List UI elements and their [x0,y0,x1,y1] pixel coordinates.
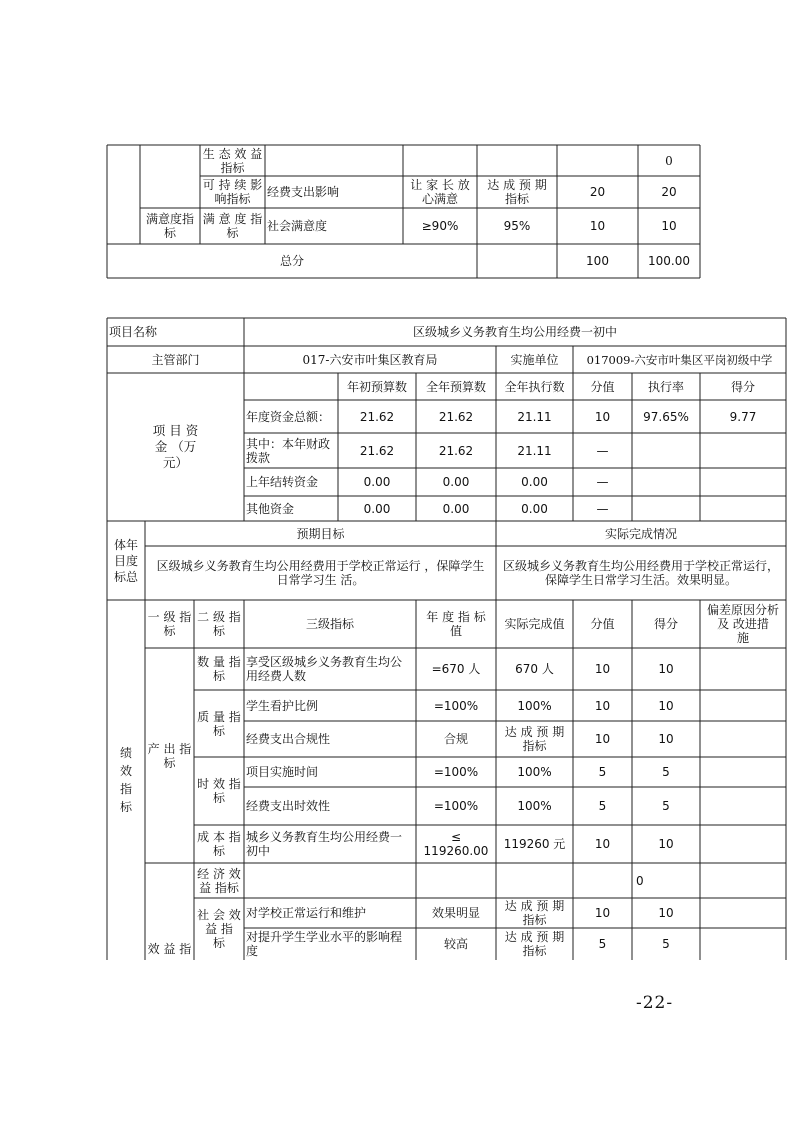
funds-row-total-label: 年度资金总额： [246,409,331,424]
indicator-social-level2: 社 会 效 益 指 标 [197,908,241,950]
indicator-spending-timeliness-target: =100% [433,799,479,813]
indicator-academic-impact-level3: 对提升学生学业水平的影响程 度 [246,930,403,958]
funds-row-carryover-score-value: — [596,475,609,489]
funds-row-carryover-annual: 0.00 [442,475,470,489]
dept-label: 主管部门 [151,352,200,367]
project-name-label: 项目名称 [109,325,158,339]
indicator-timeliness-level2: 时 效 指 标 [197,777,241,805]
funds-row-total-executed: 21.11 [517,409,552,424]
funds-header-initial: 年初预算数 [346,379,407,394]
actual-completion-header: 实际完成情况 [604,526,677,541]
funds-row-fiscal-initial: 21.62 [359,443,395,458]
indicator-cost-score-value: 10 [594,837,611,851]
project-name-value: 区级城乡义务教育生均公用经费一初中 [412,325,617,339]
indicator-header-level3: 三级指标 [305,617,354,631]
funds-row-total-annual: 21.62 [438,409,474,424]
funds-header-score: 得分 [730,379,755,394]
indicator-academic-impact-actual: 达 成 预 期 指标 [504,930,565,958]
top-row3-actual: 95% [503,219,531,233]
indicator-cost-actual: 119260 元 [503,837,566,851]
top-row2-target: 让 家 长 放 心满意 [410,178,470,206]
indicator-cost-level2: 成 本 指 标 [197,830,241,858]
indicator-implementation-time-score-value: 5 [598,765,607,779]
funds-header-annual: 全年预算数 [425,379,486,394]
top-row3-score: 10 [661,219,677,233]
top-row3-score-value: 10 [589,219,606,233]
top-row3-level3: 社会满意度 [267,219,328,233]
indicator-header-target: 年 度 指 标 值 [426,610,486,638]
funds-row-total-initial: 21.62 [359,409,395,424]
funds-row-other-executed: 0.00 [521,501,548,516]
indicator-quality-level2: 质 量 指 标 [197,709,241,738]
indicator-header-level2: 二 级 指 标 [197,610,241,638]
indicator-compliance-target: 合规 [443,732,468,746]
top-row2-actual: 达 成 预 期 指标 [487,178,547,206]
top-row3-level1: 满意度指 标 [145,212,194,240]
indicator-quantity-level2: 数 量 指 标 [197,655,241,683]
unit-value: 017009-六安市叶集区平岗初级中学 [586,352,773,367]
indicator-school-operation-actual: 达 成 预 期 指标 [504,899,565,927]
output-indicator-label: 产 出 指 标 [147,741,192,770]
top-row3-level2: 满 意 度 指 标 [202,212,263,240]
expected-goal-text: 区级城乡义务教育生均公用经费用于学校正常运行 ，保障学生日常学习生 活。 [156,559,485,587]
indicator-spending-timeliness-actual: 100% [517,799,552,813]
indicator-implementation-time-score: 5 [662,765,670,779]
funds-row-fiscal-annual: 21.62 [438,443,474,458]
indicator-economic-level2: 经 济 效 益 指标 [197,866,241,895]
indicator-school-operation-level3: 对学校正常运行和维护 [246,906,367,920]
indicator-school-operation-score-value: 10 [594,906,611,920]
total-label: 总分 [279,254,304,268]
funds-row-carryover-initial: 0.00 [363,475,391,489]
perf-side-label: 绩 效 指 标 [119,746,132,814]
funds-row-fiscal-executed: 21.11 [517,443,552,458]
top-row2-score: 20 [661,185,677,199]
indicator-spending-timeliness-level3: 经费支出时效性 [246,799,331,813]
indicator-care-ratio-score-value: 10 [594,698,611,713]
goal-side-label: 体年 目度 标总 [113,537,138,584]
expected-goal-header: 预期目标 [296,526,345,541]
top-row3-target: ≥90% [421,219,459,233]
funds-row-other-initial: 0.00 [363,501,391,516]
funds-row-total-score: 9.77 [729,409,757,424]
indicator-implementation-time-level3: 项目实施时间 [246,765,319,779]
indicator-header-score: 得分 [653,617,678,631]
funds-row-other-annual: 0.00 [442,501,470,516]
indicator-quantity-score: 10 [658,662,674,676]
funds-row-total-rate: 97.65% [643,409,689,424]
total-value: 100 [586,254,609,268]
indicator-quantity-actual: 670 人 [515,662,554,676]
indicator-header-actual: 实际完成值 [504,617,565,631]
top-row1-level2: 生 态 效 益 指标 [202,146,263,175]
funds-header-score-value: 分值 [590,379,615,394]
benefit-indicator-label: 效 益 指 [147,942,192,956]
dept-value: 017-六安市叶集区教育局 [302,352,438,367]
page-number: -22- [636,993,674,1013]
indicator-compliance-score-value: 10 [594,732,611,746]
indicator-academic-impact-score-value: 5 [598,937,607,951]
indicator-header-deviation: 偏差原因分析 及 改进措 施 [706,603,779,645]
indicator-quantity-target: =670 人 [431,662,481,676]
funds-row-other-label: 其他资金 [246,501,295,516]
funds-row-other-score-value: — [596,501,609,516]
actual-completion-text: 区级城乡义务教育生均公用经费用于学校正常运行，保障学生日常学习生活。效果明显。 [502,559,779,587]
indicator-header-level1: 一 级 指 标 [147,610,192,638]
indicator-quantity-level3: 享受区级城乡义务教育生均公 用经费人数 [246,655,403,683]
indicator-care-ratio-actual: 100% [517,698,552,713]
indicator-compliance-level3: 经费支出合规性 [246,732,331,746]
funds-row-carryover-label: 上年结转资金 [246,475,319,489]
indicator-compliance-score: 10 [658,732,674,746]
indicator-academic-impact-score: 5 [662,937,670,951]
top-row2-score-value: 20 [589,185,606,199]
unit-label: 实施单位 [510,352,559,367]
indicator-header-score-value: 分值 [590,617,615,631]
indicator-cost-level3: 城乡义务教育生均公用经费一 初中 [246,830,403,858]
indicator-spending-timeliness-score-value: 5 [598,799,607,813]
indicator-care-ratio-score: 10 [658,698,674,713]
top-row2-level2: 可 持 续 影 响指标 [202,178,263,206]
funds-row-fiscal-score-value: — [596,443,609,458]
indicator-cost-score: 10 [658,837,674,851]
indicator-school-operation-score: 10 [658,906,674,920]
funds-header-executed: 全年执行数 [504,379,565,394]
total-score: 100.00 [648,254,690,268]
indicator-care-ratio-target: =100% [433,698,479,713]
indicator-spending-timeliness-score: 5 [662,799,670,813]
top-row2-level3: 经费支出影响 [267,185,340,199]
indicator-academic-impact-target: 较高 [443,937,468,951]
indicator-compliance-actual: 达 成 预 期 指标 [504,725,565,753]
indicator-quantity-score-value: 10 [594,662,611,676]
funds-label: 项 目 资 金 （万 元） [152,423,199,470]
indicator-care-ratio-level3: 学生看护比例 [246,698,319,713]
indicator-implementation-time-actual: 100% [517,765,552,779]
funds-row-total-score-value: 10 [594,409,611,424]
top-row1-score: 0 [665,153,673,168]
indicator-school-operation-target: 效果明显 [431,906,480,920]
funds-row-fiscal-label: 其中：本年财政 拨款 [246,436,331,465]
funds-header-rate: 执行率 [647,379,684,394]
indicator-implementation-time-target: =100% [433,765,479,779]
indicator-cost-target: ≤ 119260.00 [423,830,489,858]
funds-row-carryover-executed: 0.00 [521,475,548,489]
indicator-economic-score: 0 [636,873,644,888]
